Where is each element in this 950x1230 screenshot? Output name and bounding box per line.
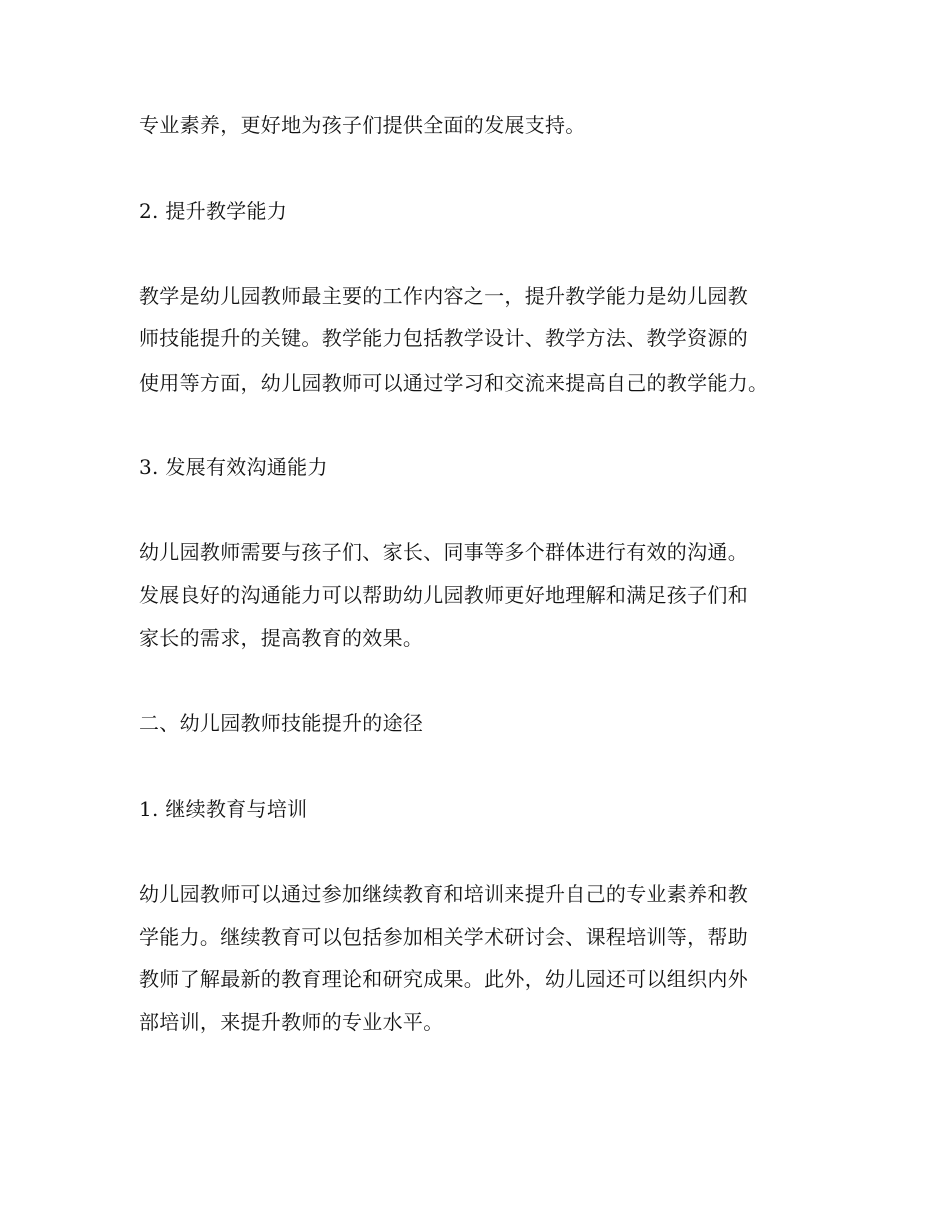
section-heading: 3. 发展有效沟通能力 [139,455,328,479]
paragraph-line: 学能力。继续教育可以包括参加相关学术研讨会、课程培训等，帮助 [139,925,748,949]
paragraph-line: 使用等方面，幼儿园教师可以通过学习和交流来提高自己的教学能力。 [139,371,769,395]
paragraph-line: 幼儿园教师需要与孩子们、家长、同事等多个群体进行有效的沟通。 [139,540,748,564]
paragraph-line: 专业素养，更好地为孩子们提供全面的发展支持。 [139,113,586,137]
paragraph-line: 教学是幼儿园教师最主要的工作内容之一，提升教学能力是幼儿园教 [139,284,748,308]
paragraph-line: 师技能提升的关键。教学能力包括教学设计、教学方法、教学资源的 [139,326,748,350]
paragraph-line: 发展良好的沟通能力可以帮助幼儿园教师更好地理解和满足孩子们和 [139,583,748,607]
chapter-heading: 二、幼儿园教师技能提升的途径 [139,711,424,735]
paragraph-line: 家长的需求，提高教育的效果。 [139,626,424,650]
section-heading: 1. 继续教育与培训 [139,797,308,821]
paragraph-line: 幼儿园教师可以通过参加继续教育和培训来提升自己的专业素养和教 [139,882,748,906]
section-heading: 2. 提升教学能力 [139,199,288,223]
paragraph-line: 部培训，来提升教师的专业水平。 [139,1010,444,1034]
paragraph-line: 教师了解最新的教育理论和研究成果。此外，幼儿园还可以组织内外 [139,967,748,991]
